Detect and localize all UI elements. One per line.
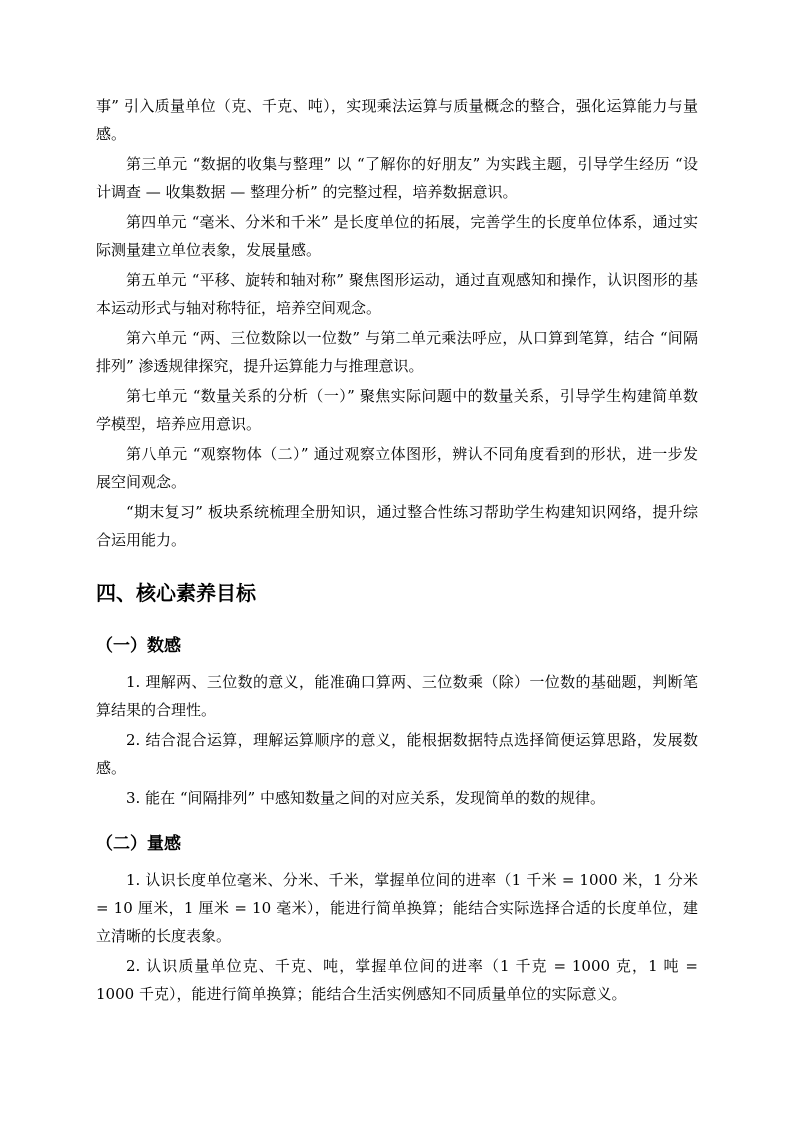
paragraph-continued: 事” 引入质量单位（克、千克、吨），实现乘法运算与质量概念的整合，强化运算能力与量感。 — [96, 97, 698, 143]
list-item-number-sense-3: 3. 能在 “间隔排列” 中感知数量之间的对应关系，发现简单的数的规律。 — [126, 789, 605, 807]
paragraph-unit-4: 第四单元 “毫米、分米和千米” 是长度单位的拓展，完善学生的长度单位体系，通过实际测量建立单位表象，发展量感。 — [96, 213, 698, 259]
list-item-number-sense-2: 2. 结合混合运算，理解运算顺序的意义，能根据数据特点选择简便运算思路，发展数感。 — [96, 731, 698, 777]
subsection-heading-quantity-sense: （二）量感 — [96, 834, 181, 854]
paragraph-unit-5: 第五单元 “平移、旋转和轴对称” 聚焦图形运动，通过直观感知和操作，认识图形的基本运动形式与轴对称特征，培养空间观念。 — [96, 271, 698, 317]
paragraph-unit-3: 第三单元 “数据的收集与整理” 以 “了解你的好朋友” 为实践主题，引导学生经历 “设计调查 — 收集数据 — 整理分析” 的完整过程，培养数据意识。 — [96, 155, 698, 201]
section-heading-core-literacy: 四、核心素养目标 — [96, 581, 256, 605]
paragraph-final-review: “期末复习” 板块系统梳理全册知识，通过整合性练习帮助学生构建知识网络，提升综合运用能力。 — [96, 503, 698, 549]
list-item-quantity-sense-1: 1. 认识长度单位毫米、分米、千米，掌握单位间的进率（1 千米 = 1000 米，1 分米 = 10 厘米，1 厘米 = 10 毫米），能进行简单换算；能结合实际选择合适的长度单位，建立清晰的长度表象。 — [96, 871, 698, 945]
list-item-number-sense-1: 1. 理解两、三位数的意义，能准确口算两、三位数乘（除）一位数的基础题，判断笔算结果的合理性。 — [96, 673, 698, 719]
subsection-heading-number-sense: （一）数感 — [96, 636, 181, 656]
paragraph-unit-6: 第六单元 “两、三位数除以一位数” 与第二单元乘法呼应，从口算到笔算，结合 “间隔排列” 渗透规律探究，提升运算能力与推理意识。 — [96, 329, 698, 375]
paragraph-unit-8: 第八单元 “观察物体（二）” 通过观察立体图形，辨认不同角度看到的形状，进一步发展空间观念。 — [96, 445, 698, 491]
paragraph-unit-7: 第七单元 “数量关系的分析（一）” 聚焦实际问题中的数量关系，引导学生构建简单数学模型，培养应用意识。 — [96, 387, 698, 433]
list-item-quantity-sense-2: 2. 认识质量单位克、千克、吨，掌握单位间的进率（1 千克 = 1000 克，1 吨 = 1000 千克），能进行简单换算；能结合生活实例感知不同质量单位的实际意义。 — [96, 957, 698, 1003]
